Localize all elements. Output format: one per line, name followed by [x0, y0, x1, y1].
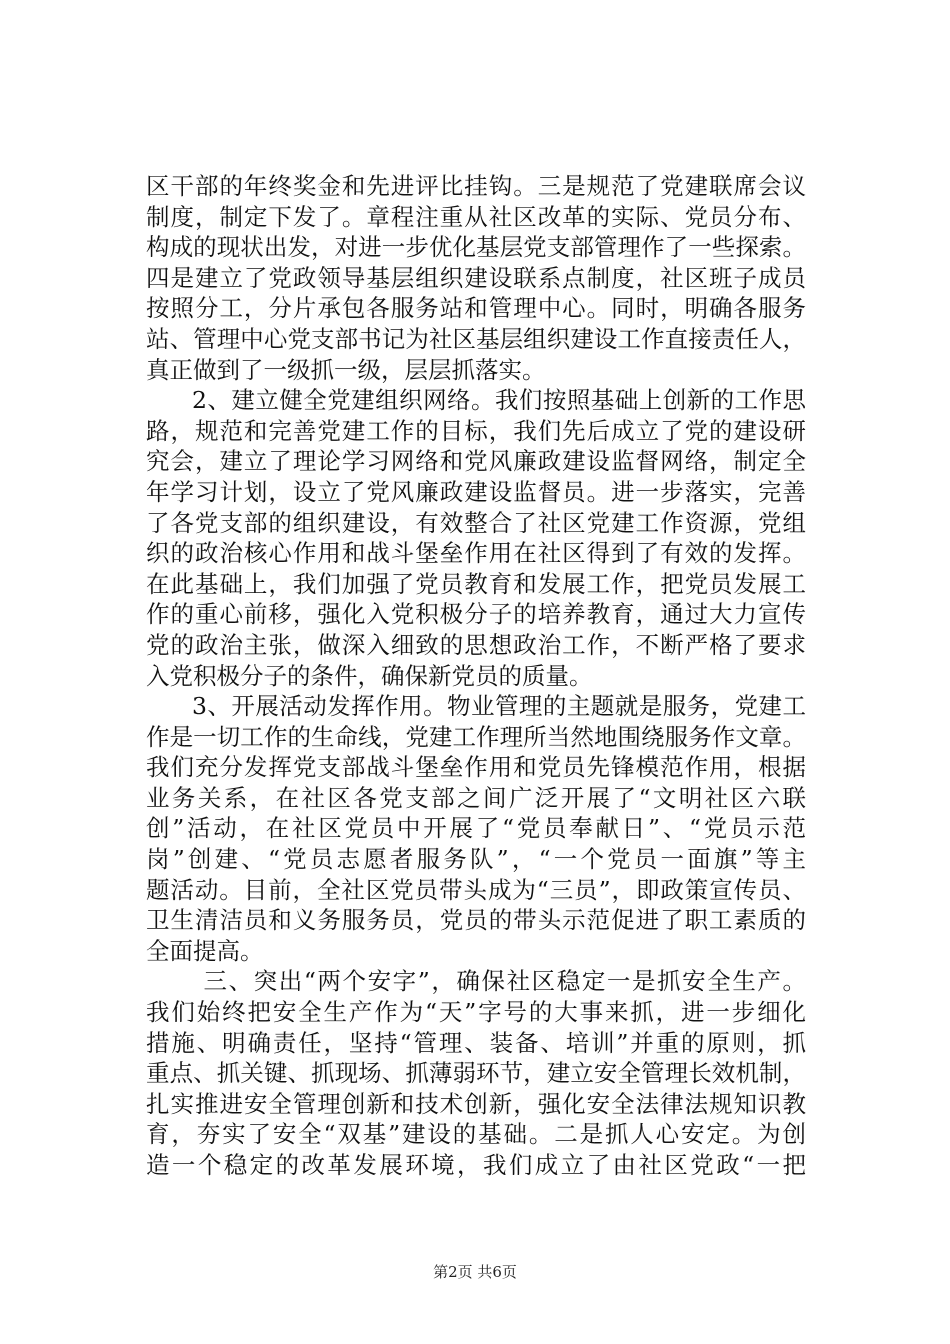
text-line: 究会，建立了理论学习网络和党风廉政建设监督网络，制定全 — [146, 447, 806, 476]
text-line: 创”活动，在社区党员中开展了“党员奉献日”、“党员示范 — [146, 814, 806, 843]
text-line: 入党积极分子的条件，确保新党员的质量。 — [146, 661, 593, 690]
text-line: 按照分工，分片承包各服务站和管理中心。同时，明确各服务 — [146, 294, 806, 323]
text-line: 党的政治主张，做深入细致的思想政治工作，不断严格了要求 — [146, 630, 806, 659]
text-line: 在此基础上，我们加强了党员教育和发展工作，把党员发展工 — [146, 569, 806, 598]
text-line: 2、建立健全党建组织网络。我们按照基础上创新的工作思 — [192, 386, 806, 415]
text-line: 岗”创建、“党员志愿者服务队”，“一个党员一面旗”等主 — [146, 845, 806, 874]
text-line: 扎实推进安全管理创新和技术创新，强化安全法律法规知识教 — [146, 1089, 806, 1118]
text-line: 路，规范和完善党建工作的目标，我们先后成立了党的建设研 — [146, 416, 806, 445]
paragraph — [146, 171, 806, 385]
text-line: 造一个稳定的改革发展环境，我们成立了由社区党政“一把 — [146, 1151, 806, 1179]
text-line: 真正做到了一级抓一级，层层抓落实。 — [146, 355, 546, 384]
paragraph — [146, 385, 806, 691]
text-line: 3、开展活动发挥作用。物业管理的主题就是服务，党建工 — [192, 692, 806, 721]
text-line: 站、管理中心党支部书记为社区基层组织建设工作直接责任人， — [146, 324, 806, 353]
page-footer: 第2页 共6页 — [433, 1263, 517, 1281]
text-line: 区干部的年终奖金和先进评比挂钩。三是规范了党建联席会议 — [146, 172, 806, 200]
text-line: 三、突出“两个安字”，确保社区稳定一是抓安全生产。 — [203, 967, 806, 996]
text-line: 育，夯实了安全“双基”建设的基础。二是抓人心安定。为创 — [146, 1120, 806, 1149]
text-line: 业务关系，在社区各党支部之间广泛开展了“文明社区六联 — [146, 783, 806, 812]
text-line: 了各党支部的组织建设，有效整合了社区党建工作资源，党组 — [146, 508, 806, 537]
text-line: 我们始终把安全生产作为“天”字号的大事来抓，进一步细化 — [146, 998, 806, 1027]
text-line: 构成的现状出发，对进一步优化基层党支部管理作了一些探索。 — [146, 233, 806, 262]
text-line: 重点、抓关键、抓现场、抓薄弱环节，建立安全管理长效机制， — [146, 1059, 806, 1088]
text-line: 四是建立了党政领导基层组织建设联系点制度，社区班子成员 — [146, 263, 806, 292]
paragraph — [146, 966, 806, 1180]
text-line: 全面提高。 — [146, 936, 264, 965]
document-body — [146, 171, 806, 1181]
text-line: 作是一切工作的生命线，党建工作理所当然地围绕服务作文章。 — [146, 722, 806, 751]
paragraph — [146, 691, 806, 966]
text-line: 作的重心前移，强化入党积极分子的培养教育，通过大力宣传 — [146, 600, 806, 629]
text-line: 措施、明确责任，坚持“管理、装备、培训”并重的原则，抓 — [146, 1028, 806, 1057]
text-line: 题活动。目前，全社区党员带头成为“三员”，即政策宣传员、 — [146, 875, 806, 904]
text-line: 年学习计划，设立了党风廉政建设监督员。进一步落实，完善 — [146, 477, 806, 506]
text-line: 卫生清洁员和义务服务员，党员的带头示范促进了职工素质的 — [146, 906, 806, 935]
text-line: 织的政治核心作用和战斗堡垒作用在社区得到了有效的发挥。 — [146, 539, 806, 568]
text-line: 制度，制定下发了。章程注重从社区改革的实际、党员分布、 — [146, 202, 806, 231]
text-line: 我们充分发挥党支部战斗堡垒作用和党员先锋模范作用，根据 — [146, 753, 806, 782]
